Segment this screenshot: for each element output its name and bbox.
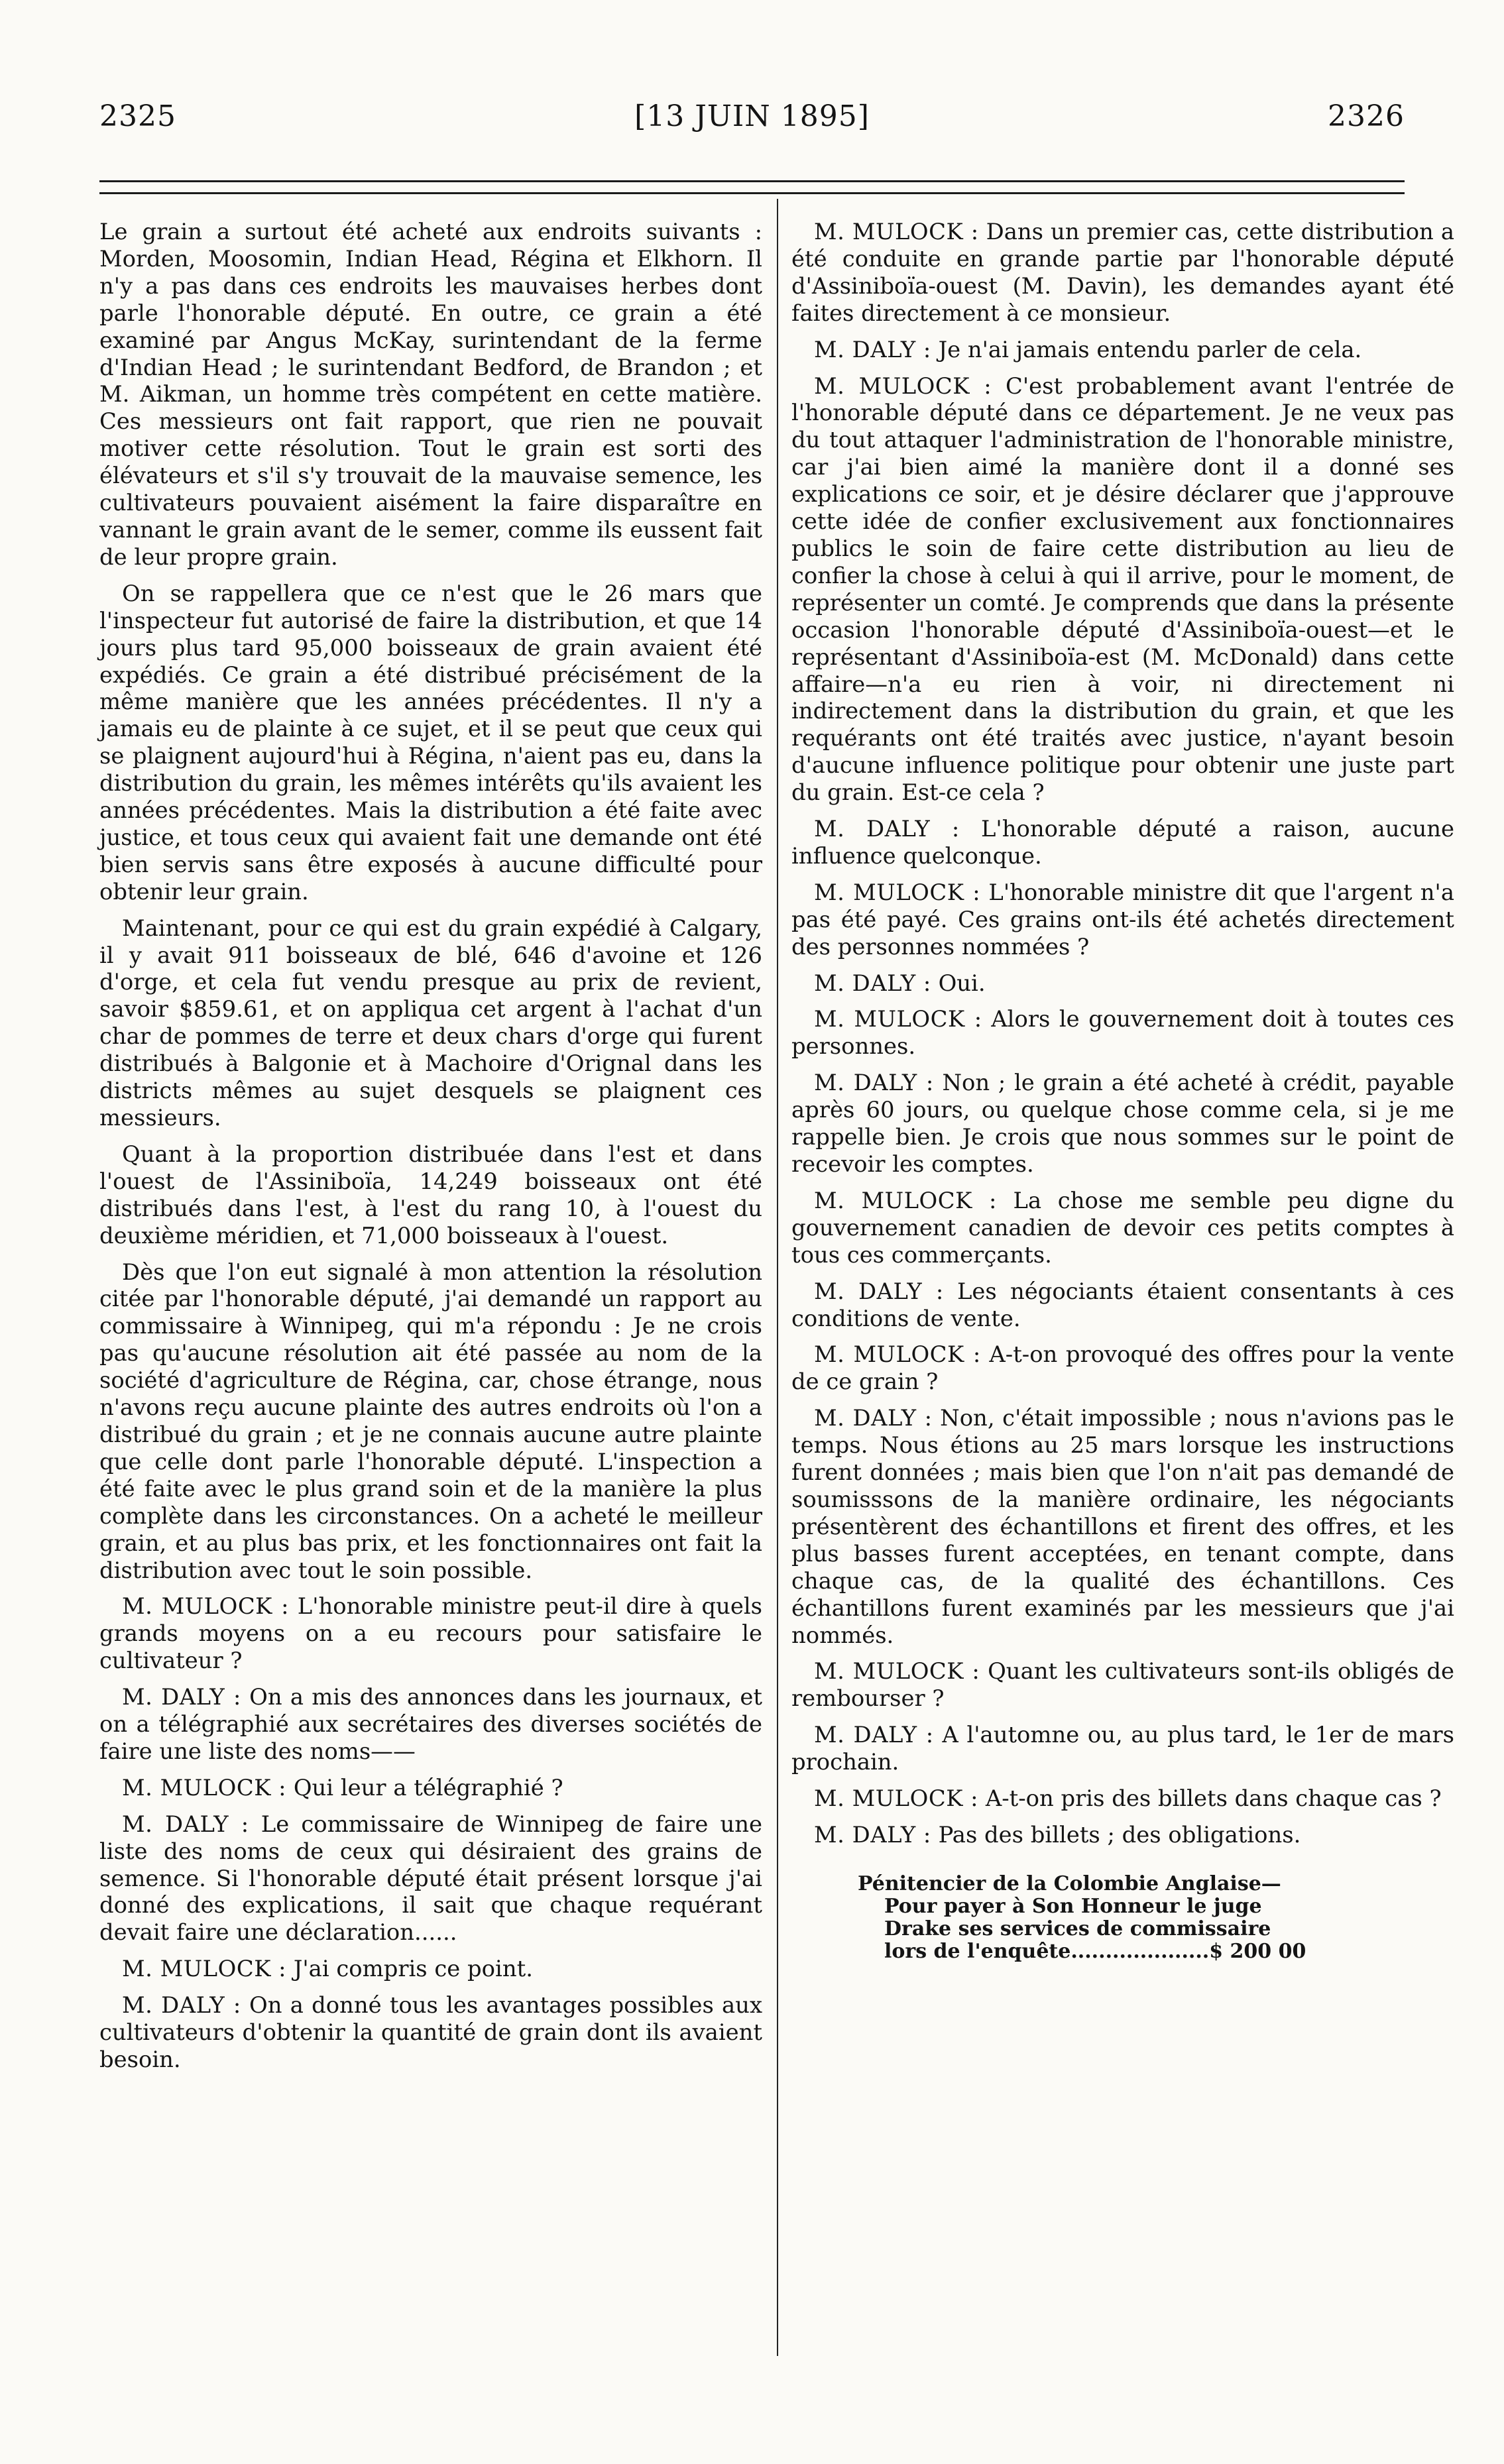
paragraph: M. DALY : Non ; le grain a été acheté à crédit, payable après 60 jours, ou quelque chose comme cela, si je me rappelle bien. Je crois que nous sommes sur le point de recevoir les comptes. — [791, 1070, 1454, 1177]
paragraph: M. DALY : Le commissaire de Winnipeg de faire une liste des noms de ceux qui désiraient des grains de semence. Si l'honorable député était présent lorsque j'ai donné des explications, il sait que chaque requérant devait faire une déclaration...... — [99, 1811, 762, 1946]
paragraph: M. MULOCK : Qui leur a télégraphié ? — [122, 1774, 563, 1801]
speaker-name: M. DALY : — [814, 336, 931, 363]
page-number-right: 2326 — [1328, 99, 1405, 133]
speaker-name: M. DALY : — [814, 1821, 931, 1848]
page-number-left: 2325 — [99, 99, 176, 133]
paragraph: M. DALY : Pas des billets ; des obligations. — [814, 1821, 1301, 1848]
speaker-name: M. MULOCK : — [814, 1006, 982, 1033]
note-line: Drake ses services de commissaire — [884, 1917, 1271, 1940]
speaker-name: M. DALY : — [122, 1992, 241, 2019]
speaker-name: M. MULOCK : — [122, 1774, 287, 1801]
note-line: lors de l'enquête....................$ 200 00 — [884, 1939, 1306, 1963]
paragraph: M. DALY : L'honorable député a raison, aucune influence quelconque. — [791, 816, 1454, 869]
speaker-name: M. MULOCK : — [814, 879, 981, 905]
paragraph: M. MULOCK : L'honorable ministre peut-il dire à quels grands moyens on a eu recours pour satisfaire le cultivateur ? — [99, 1593, 762, 1674]
header-rule-bottom — [99, 192, 1405, 194]
paragraph: M. MULOCK : Alors le gouvernement doit à toutes ces personnes. — [791, 1006, 1454, 1060]
speaker-name: M. DALY : — [814, 1278, 944, 1304]
paragraph: M. DALY : A l'automne ou, au plus tard, le 1er de mars prochain. — [791, 1722, 1455, 1775]
paragraph: M. MULOCK : A-t-on pris des billets dans chaque cas ? — [814, 1785, 1442, 1812]
speaker-name: M. DALY : — [122, 1811, 249, 1837]
note-line: Pour payer à Son Honneur le juge — [884, 1894, 1262, 1918]
speaker-name: M. DALY : — [814, 1070, 934, 1096]
speaker-name: M. MULOCK : — [814, 1785, 979, 1812]
speaker-name: M. MULOCK : — [122, 1956, 287, 1982]
left-column — [99, 219, 762, 2083]
paragraph: M. MULOCK : J'ai compris ce point. — [122, 1956, 533, 1982]
paragraph: M. MULOCK : C'est probablement avant l'entrée de l'honorable député dans ce département. Je ne veux pas du tout attaquer l'administration de l'honorable ministre, car j'ai bien aimé la manière dont il a donné ses explications ce soir, et je désire déclarer que j'approuve cette idée de confier exclusivement aux fonctionnaires publics le soin de faire cette distribution au lieu de confier la chose à celui à qui il arrive, pour le moment, de représenter un comté. Je comprends que dans la présente occasion l'honorable député d'Assiniboïa-ouest—et le représentant d'Assiniboïa-est (M. McDonald) dans cette affaire—n'a eu rien à voir, ni directement ni indirectement dans la distribution du grain, et que les requérants ont été traités avec justice, n'ayant besoin d'aucune influence politique pour obtenir une juste part du grain. Est-ce cela ? — [791, 372, 1454, 806]
paragraph: Dès que l'on eut signalé à mon attention la résolution citée par l'honorable député, j'ai demandé un rapport au commissaire à Winnipeg, qui m'a répondu : Je ne crois pas qu'aucune résolution ait été passée au nom de la société d'agriculture de Régina, car, chose étrange, nous n'avons reçu aucune plainte des autres endroits où l'on a distribué du grain ; et je ne connais aucune autre plainte que celle dont parle l'honorable député. L'inspection a été faite avec le plus grand soin et de la manière la plus complète dans les circonstances. On a acheté le meilleur grain, et au plus bas prix, et les fonctionnaires ont fait la distribution avec tout le soin possible. — [99, 1259, 762, 1583]
speaker-name: M. MULOCK : — [814, 219, 979, 245]
speaker-name: M. MULOCK : — [814, 1341, 981, 1368]
speaker-name: M. DALY : — [814, 816, 960, 842]
paragraph: M. DALY : Non, c'était impossible ; nous n'avions pas le temps. Nous étions au 25 mars lorsque les instructions furent données ; mais bien que l'on n'ait pas demandé de soumisssons de la manière ordinaire, les négociants présentèrent des échantillons et firent des offres, et les plus basses furent acceptées, en tenant compte, dans chaque cas, de la qualité des échantillons. Ces échantillons furent examinés par les messieurs que j'ai nommés. — [791, 1405, 1454, 1648]
note-line: Pénitencier de la Colombie Anglaise— — [858, 1872, 1281, 1895]
paragraph: Le grain a surtout été acheté aux endroits suivants : Morden, Moosomin, Indian Head, Régina et Elkhorn. Il n'y a pas dans ces endroits les mauvaises herbes dont parle l'honorable député. En outre, ce grain a été examiné par Angus McKay, surintendant de la ferme d'Indian Head ; le surintendant Bedford, de Brandon ; et M. Aikman, un homme très compétent en cette matière. Ces messieurs ont fait rapport, que rien ne pouvait motiver cette résolution. Tout le grain est sorti des élévateurs et s'il s'y trouvait de la mauvaise semence, les cultivateurs pouvaient aisément la faire disparaître en vannant le grain avant de le semer, comme ils eussent fait de leur propre grain. — [99, 219, 762, 570]
speaker-name: M. MULOCK : — [814, 1187, 997, 1213]
page-date: [13 JUIN 1895] — [634, 99, 870, 133]
paragraph: M. MULOCK : La chose me semble peu digne du gouvernement canadien de devoir ces petits comptes à tous ces commerçants. — [791, 1187, 1454, 1268]
paragraph: M. DALY : Oui. — [814, 970, 986, 996]
paragraph: M. MULOCK : Dans un premier cas, cette distribution a été conduite en grande partie par l'honorable député d'Assiniboïa-ouest (M. Davin), les demandes ayant été faites directement à ce monsieur. — [791, 219, 1454, 326]
paragraph: Quant à la proportion distribuée dans l'est et dans l'ouest de l'Assiniboïa, 14,249 boisseaux ont été distribués dans l'est, à l'est du rang 10, à l'ouest du deuxième méridien, et 71,000 boisseaux à l'ouest. — [99, 1141, 762, 1249]
paragraph: M. DALY : On a donné tous les avantages possibles aux cultivateurs d'obtenir la quantité de grain dont ils avaient besoin. — [99, 1992, 762, 2072]
speaker-name: M. MULOCK : — [814, 1658, 980, 1685]
speaker-name: M. MULOCK : — [122, 1593, 290, 1620]
column-divider — [777, 199, 778, 2356]
paragraph: On se rappellera que ce n'est que le 26 mars que l'inspecteur fut autorisé de faire la distribution, et que 14 jours plus tard 95,000 boisseaux de grain avaient été expédiés. Ce grain a été distribué précisément de la même manière que les années précédentes. Il n'y a jamais eu de plainte à ce sujet, et il se peut que ceux qui se plaignent aujourd'hui à Régina, n'aient pas eu, dans la distribution du grain, les mêmes intérêts qu'ils avaient les années précédentes. Mais la distribution a été faite avec justice, et tous ceux qui avaient fait une demande ont été bien servis sans être exposés à aucune difficulté pour obtenir leur grain. — [99, 580, 762, 905]
speaker-name: M. MULOCK : — [814, 372, 992, 399]
header-rule-top — [99, 180, 1405, 182]
paragraph: Maintenant, pour ce qui est du grain expédié à Calgary, il y avait 911 boisseaux de blé, 646 d'avoine et 126 d'orge, et cela fut vendu presque au prix de revient, savoir $859.61, et on appliqua cet argent à l'achat d'un char de pommes de terre et deux chars d'orge qui furent distribués à Balgonie et à Machoire d'Orignal dans les districts mêmes au sujet desquels se plaignent ces messieurs. — [99, 915, 762, 1131]
speaker-name: M. DALY : — [814, 1405, 933, 1431]
page-header — [99, 99, 1405, 146]
paragraph: M. DALY : Les négociants étaient consentants à ces conditions de vente. — [791, 1278, 1454, 1331]
paragraph: M. MULOCK : L'honorable ministre dit que l'argent n'a pas été payé. Ces grains ont-ils été achetés directement des personnes nommées ? — [791, 879, 1454, 960]
paragraph: M. MULOCK : A-t-on provoqué des offres pour la vente de ce grain ? — [791, 1341, 1454, 1395]
paragraph: M. DALY : On a mis des annonces dans les journaux, et on a télégraphié aux secrétaires des diverses sociétés de faire une liste des noms—— — [99, 1684, 762, 1764]
speaker-name: M. DALY : — [122, 1684, 241, 1710]
speaker-name: M. DALY : — [814, 1722, 934, 1748]
speaker-name: M. DALY : — [814, 970, 931, 996]
right-column — [791, 219, 1454, 1963]
paragraph: M. DALY : Je n'ai jamais entendu parler de cela. — [814, 336, 1362, 363]
paragraph: M. MULOCK : Quant les cultivateurs sont-ils obligés de rembourser ? — [791, 1658, 1454, 1712]
budget-item-note — [858, 1873, 1454, 1963]
